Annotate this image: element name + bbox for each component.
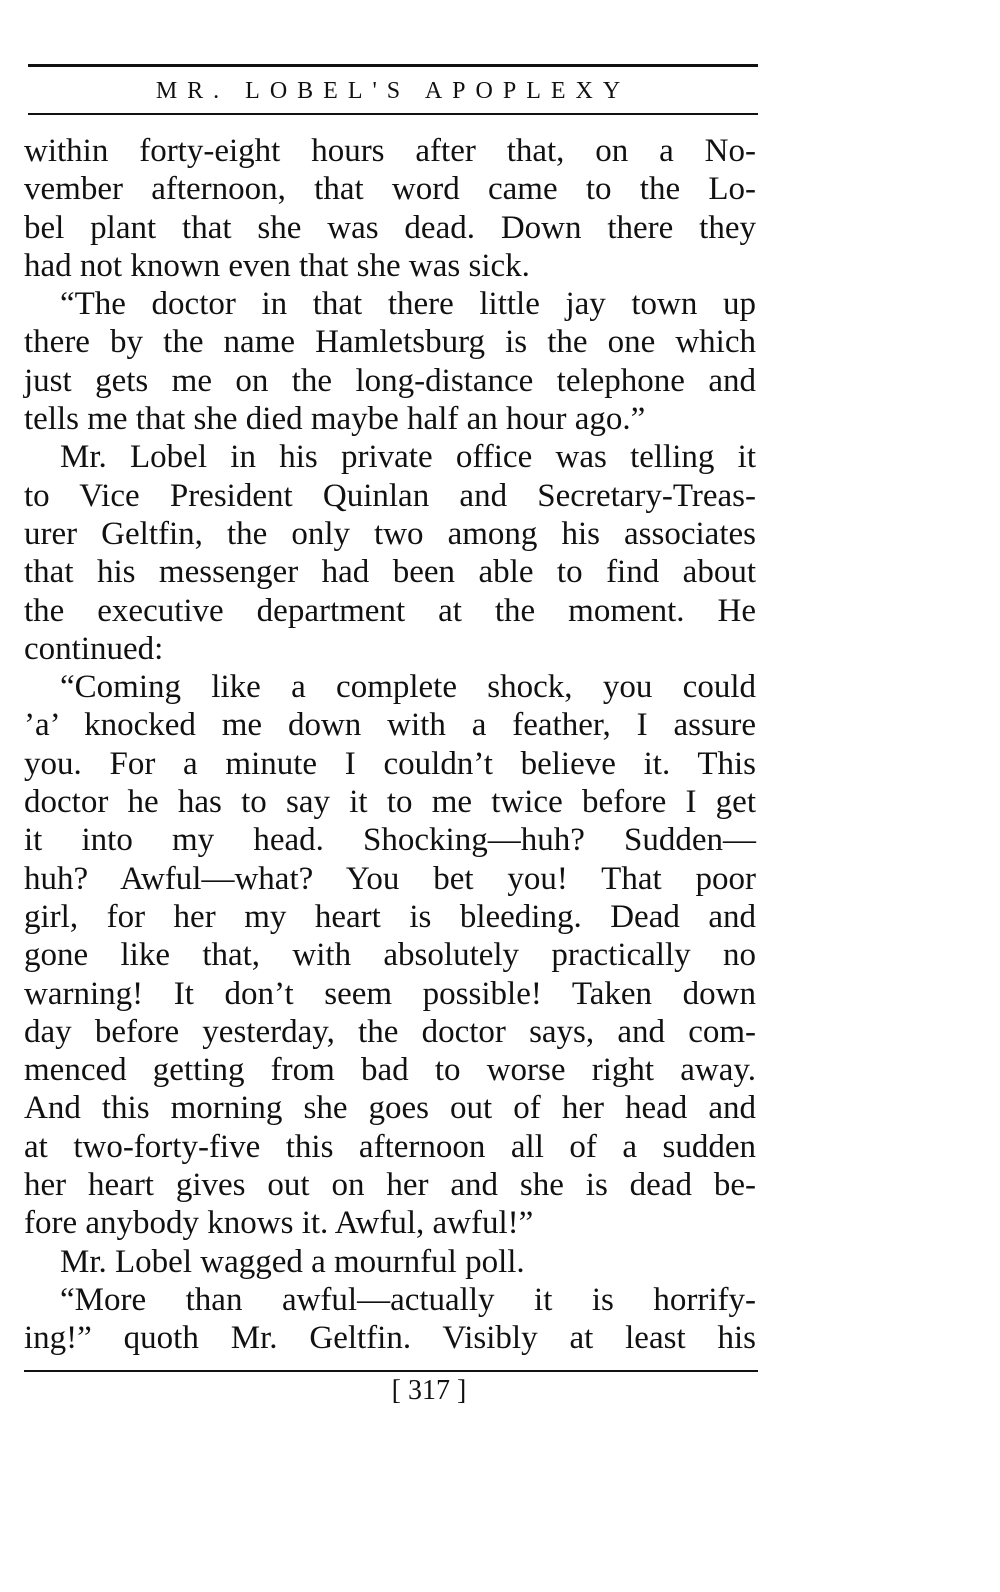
top-rule [28, 64, 758, 67]
text-line: at two-forty-five this afternoon all of a sudden [24, 1128, 756, 1165]
text-line: “More than awful—actually it is horrify- [60, 1281, 756, 1318]
text-line: “Coming like a complete shock, you could [60, 669, 756, 706]
body-text [24, 132, 756, 1358]
text-line: huh? Awful—what? You bet you! That poor [24, 860, 756, 897]
text-line: bel plant that she was dead. Down there they [24, 209, 756, 246]
text-line: warning! It don’t seem possible! Taken down [24, 975, 756, 1012]
text-line: her heart gives out on her and she is dead be- [24, 1167, 756, 1204]
text-line: And this morning she goes out of her head and [24, 1090, 756, 1127]
text-line: just gets me on the long-distance telephone and [24, 362, 756, 399]
book-page [24, 0, 756, 1592]
text-line: day before yesterday, the doctor says, and com- [24, 1013, 756, 1050]
running-head: MR. LOBEL'S APOPLEXY [155, 78, 631, 104]
page-number: [ 317 ] [391, 1375, 467, 1406]
text-line: girl, for her my heart is bleeding. Dead and [24, 898, 756, 935]
text-line: tells me that she died maybe half an hour ago.” [24, 401, 646, 438]
text-line: Mr. Lobel in his private office was telling it [60, 439, 756, 476]
text-line: doctor he has to say it to me twice before I get [24, 784, 756, 821]
text-line: Mr. Lobel wagged a mournful poll. [60, 1243, 525, 1280]
text-line: the executive department at the moment. He [24, 592, 756, 629]
text-line: to Vice President Quinlan and Secretary-Treas- [24, 477, 756, 514]
text-line: fore anybody knows it. Awful, awful!” [24, 1205, 534, 1242]
text-line: vember afternoon, that word came to the Lo- [24, 171, 756, 208]
text-line: you. For a minute I couldn’t believe it. This [24, 745, 756, 782]
text-line: there by the name Hamletsburg is the one which [24, 324, 756, 361]
text-line: within forty-eight hours after that, on a No- [24, 133, 756, 169]
text-line: ’a’ knocked me down with a feather, I assure [24, 707, 756, 744]
text-line: had not known even that she was sick. [24, 247, 530, 284]
text-line: ing!” quoth Mr. Geltfin. Visibly at least his [24, 1320, 756, 1357]
head-rule [28, 113, 758, 115]
text-line: continued: [24, 630, 164, 667]
text-line: menced getting from bad to worse right away. [24, 1052, 756, 1089]
text-line: urer Geltfin, the only two among his associates [24, 515, 756, 552]
text-line: it into my head. Shocking—huh? Sudden— [24, 822, 756, 859]
text-line: “The doctor in that there little jay town up [60, 286, 756, 323]
foot-rule [24, 1370, 758, 1372]
text-line: that his messenger had been able to find about [24, 554, 756, 591]
text-line: gone like that, with absolutely practically no [24, 937, 756, 974]
